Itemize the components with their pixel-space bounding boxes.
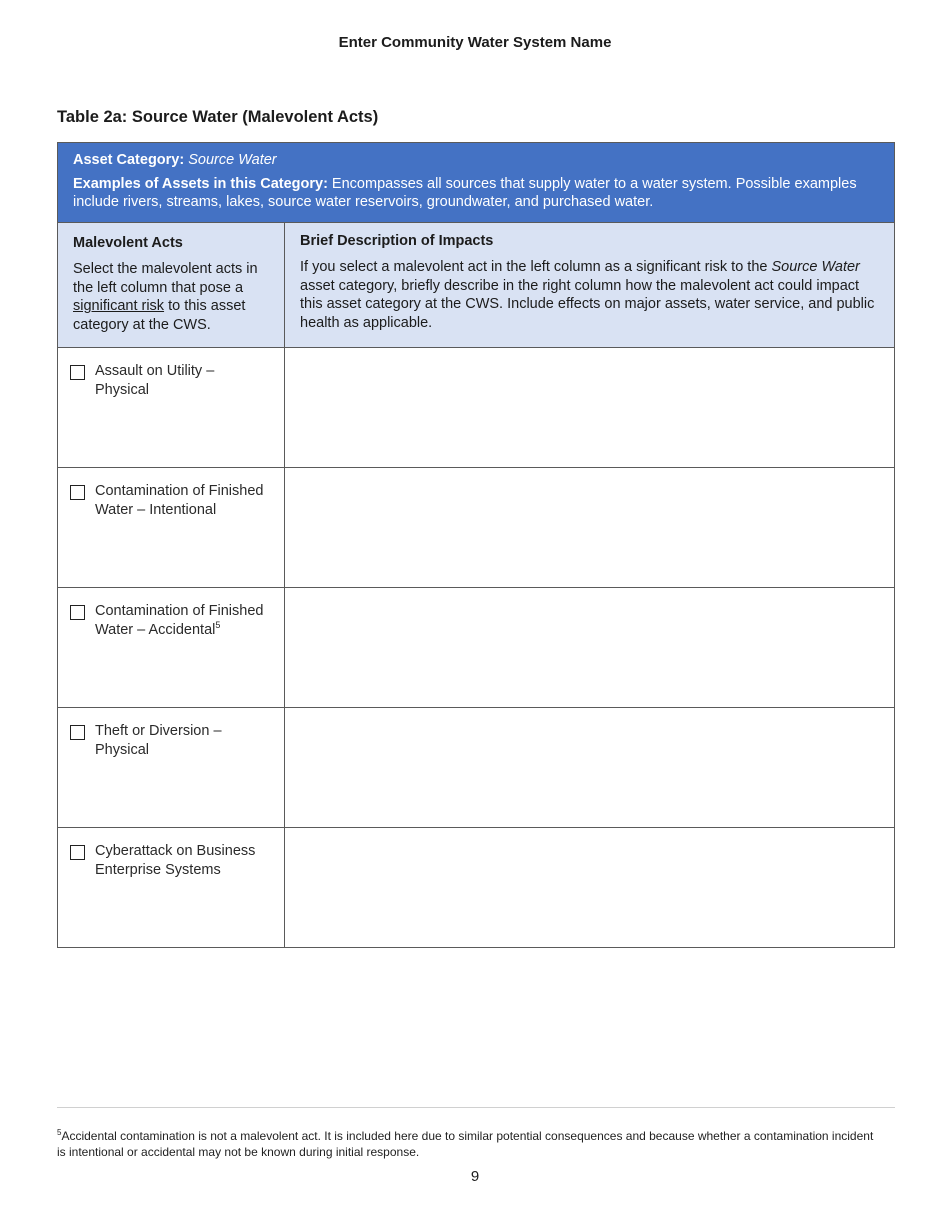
table-header-row: [58, 223, 894, 348]
act-label: Assault on Utility – Physical: [95, 363, 215, 398]
asset-examples-text: Encompasses all sources that supply water to a water system. Possible examples include rivers, streams, lakes, source water reservoirs, groundwater, and purchased water.: [73, 176, 857, 210]
impacts-text-part: asset category, briefly describe in the right column how the malevolent act could impact this asset category at the CWS. Include effects on major assets, water service, and public health as applicable.: [300, 277, 875, 331]
asset-examples-label: Examples of Assets in this Category:: [73, 176, 328, 192]
impact-description-cell[interactable]: [285, 468, 894, 587]
footnote-text: Accidental contamination is not a malevolent act. It is included here due to similar potential consequences and because whether a contamination incident is intentional or accidental may not be known during initial response.: [57, 1129, 874, 1159]
act-cell: [58, 708, 285, 827]
impact-description-input[interactable]: [285, 708, 894, 827]
impacts-header: [285, 223, 894, 347]
footnote-divider: [57, 1107, 895, 1108]
impact-description-input[interactable]: [285, 588, 894, 707]
instructions-text-part: to this asset category at the CWS.: [73, 298, 246, 333]
act-cell: [58, 348, 285, 467]
footnote-number: 5: [57, 1128, 62, 1137]
act-checkbox[interactable]: [70, 485, 85, 500]
instructions-text-part: Select the malevolent acts in the left column that pose a: [73, 261, 258, 296]
asset-category-banner: [58, 143, 894, 223]
act-cell: [58, 588, 285, 707]
page-header-title: Enter Community Water System Name: [338, 34, 612, 51]
impact-description-cell[interactable]: [285, 588, 894, 707]
page-number: 9: [470, 1168, 480, 1185]
act-label: Contamination of Finished Water – Accidental$^5$: [95, 603, 264, 638]
table-row: [58, 348, 894, 468]
impact-description-cell[interactable]: [285, 348, 894, 467]
act-label: Contamination of Finished Water – Intentional: [95, 483, 264, 518]
impact-description-cell[interactable]: [285, 708, 894, 827]
footnote-reference: 5: [215, 619, 221, 630]
impacts-text-italic: Source Water: [771, 259, 860, 275]
act-cell: [58, 468, 285, 587]
act-checkbox[interactable]: [70, 605, 85, 620]
act-label: Cyberattack on Business Enterprise Systems: [95, 843, 256, 878]
asset-table: [57, 142, 895, 948]
impact-description-input[interactable]: [285, 468, 894, 587]
impact-description-input[interactable]: [285, 348, 894, 467]
malevolent-acts-instructions: [73, 260, 269, 334]
impact-description-cell[interactable]: [285, 828, 894, 947]
act-cell: [58, 828, 285, 947]
table-row: [58, 708, 894, 828]
asset-category-label: Asset Category:: [73, 152, 185, 168]
table-title: Table 2a: Source Water (Malevolent Acts): [57, 108, 379, 126]
footnote: [57, 1125, 877, 1160]
impacts-instructions: [300, 258, 879, 332]
impact-description-input[interactable]: [285, 828, 894, 947]
malevolent-acts-title: Malevolent Acts: [73, 235, 183, 251]
malevolent-acts-header: [58, 223, 285, 347]
act-label: Theft or Diversion – Physical: [95, 723, 222, 758]
act-checkbox[interactable]: [70, 725, 85, 740]
table-row: [58, 828, 894, 947]
act-checkbox[interactable]: [70, 845, 85, 860]
table-row: [58, 468, 894, 588]
asset-category-value: Source Water: [188, 152, 277, 168]
impacts-text-part: If you select a malevolent act in the left column as a significant risk to the: [300, 259, 772, 275]
impacts-title: Brief Description of Impacts: [300, 233, 494, 249]
significant-risk-link[interactable]: significant risk: [73, 298, 165, 314]
asset-examples-line: [73, 175, 879, 211]
act-checkbox[interactable]: [70, 365, 85, 380]
table-row: [58, 588, 894, 708]
asset-category-line: [73, 152, 879, 168]
